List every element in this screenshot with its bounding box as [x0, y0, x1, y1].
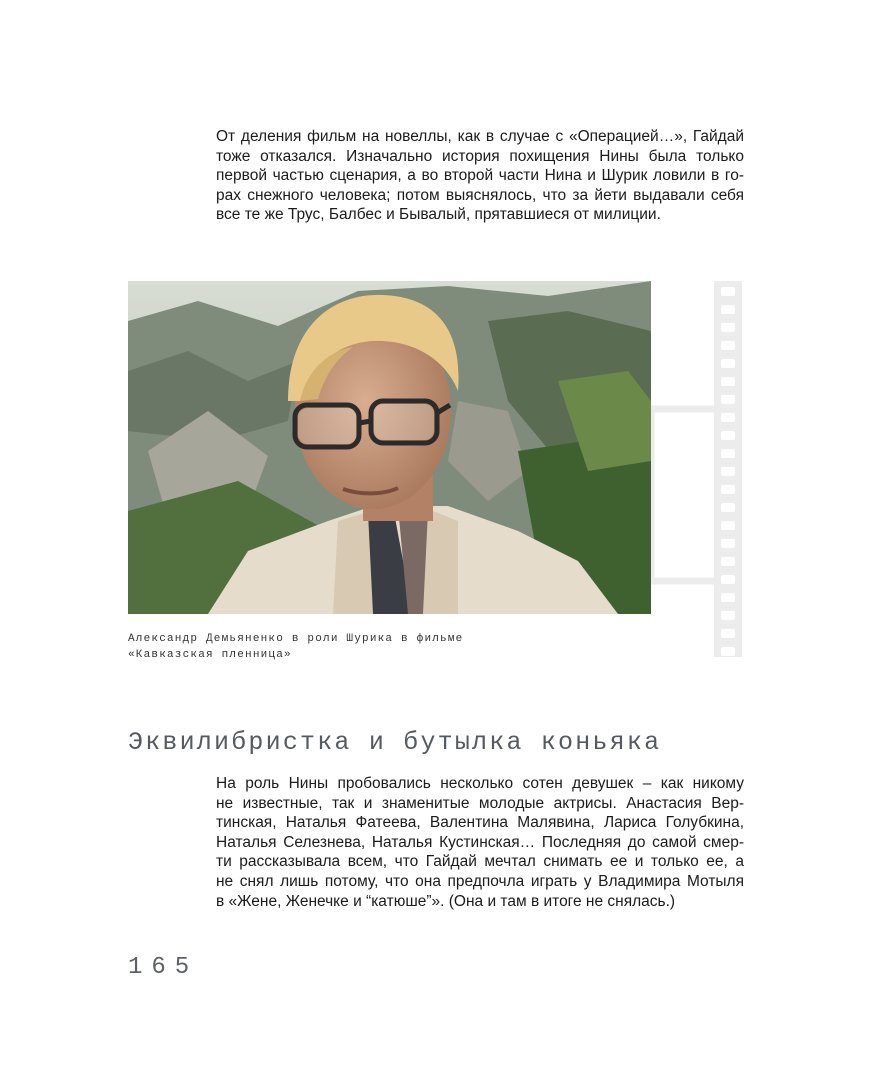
sprocket-hole — [721, 305, 735, 314]
sprocket-hole — [721, 413, 735, 422]
sprocket-hole — [721, 323, 735, 332]
paragraph-2-line: не снял лишь потому, что она предпочла играть у Владимира Мотыля — [216, 872, 744, 890]
sprocket-hole — [721, 521, 735, 530]
sprocket-hole — [721, 485, 735, 494]
sprocket-hole — [721, 377, 735, 386]
paragraph-1 — [216, 127, 744, 225]
sprocket-hole — [721, 467, 735, 476]
sprocket-hole — [721, 341, 735, 350]
sprocket-hole — [721, 611, 735, 620]
sprocket-hole — [721, 431, 735, 440]
paragraph-1-line: рах снежного человека; потом выяснялось, что за йети выдавали себя — [216, 186, 744, 204]
paragraph-2 — [216, 774, 744, 911]
sprocket-hole — [721, 557, 735, 566]
sprocket-hole — [721, 593, 735, 602]
page-number: 165 — [128, 954, 199, 981]
paragraph-2-line: На роль Нины пробовались несколько сотен девушек – как никому — [216, 775, 744, 792]
paragraph-2-line: в «Жене, Женечке и “катюше”». (Она и там в итоге не снялась.) — [216, 892, 676, 910]
paragraph-2-line: Наталья Селезнева, Наталья Кустинская… Последняя до самой смер- — [216, 833, 744, 851]
sprocket-hole — [721, 503, 735, 512]
section-heading: Эквилибристка и бутылка коньяка — [128, 728, 662, 757]
caption-line-1: Александр Демьяненко в роли Шурика в фильме — [128, 633, 464, 645]
caption-line-2: «Кавказская пленница» — [128, 648, 292, 661]
sprocket-hole — [721, 359, 735, 368]
filmstrip-graphic — [651, 281, 743, 657]
paragraph-1-line: все те же Трус, Балбес и Бывалый, прятавшиеся от милиции. — [216, 206, 661, 224]
sprocket-hole — [721, 287, 735, 296]
paragraph-2-line: ти рассказывала всем, что Гайдай мечтал снимать ее и только ее, а — [216, 853, 744, 871]
sprocket-hole — [721, 539, 735, 548]
sprocket-hole — [721, 449, 735, 458]
filmstrip-decoration — [651, 281, 743, 657]
photo-caption — [128, 632, 548, 663]
sprocket-hole — [721, 575, 735, 584]
photo-shurik — [128, 281, 651, 614]
paragraph-2-line: тинская, Наталья Фатеева, Валентина Малявина, Лариса Голубкина, — [216, 814, 744, 832]
paragraph-1-line: От деления фильм на новеллы, как в случае с «Операцией…», Гайдай — [216, 128, 744, 145]
sprocket-hole — [721, 395, 735, 404]
portrait-illustration — [128, 281, 651, 614]
paragraph-2-line: не известные, так и знаменитые молодые актрисы. Анастасия Вер- — [216, 794, 744, 812]
paragraph-1-line: первой частью сценария, а во второй части Нина и Шурик ловили в го- — [216, 167, 744, 185]
paragraph-1-line: тоже отказался. Изначально история похищения Нины была только — [216, 147, 744, 165]
sprocket-hole — [721, 629, 735, 638]
sprocket-hole — [721, 647, 735, 656]
